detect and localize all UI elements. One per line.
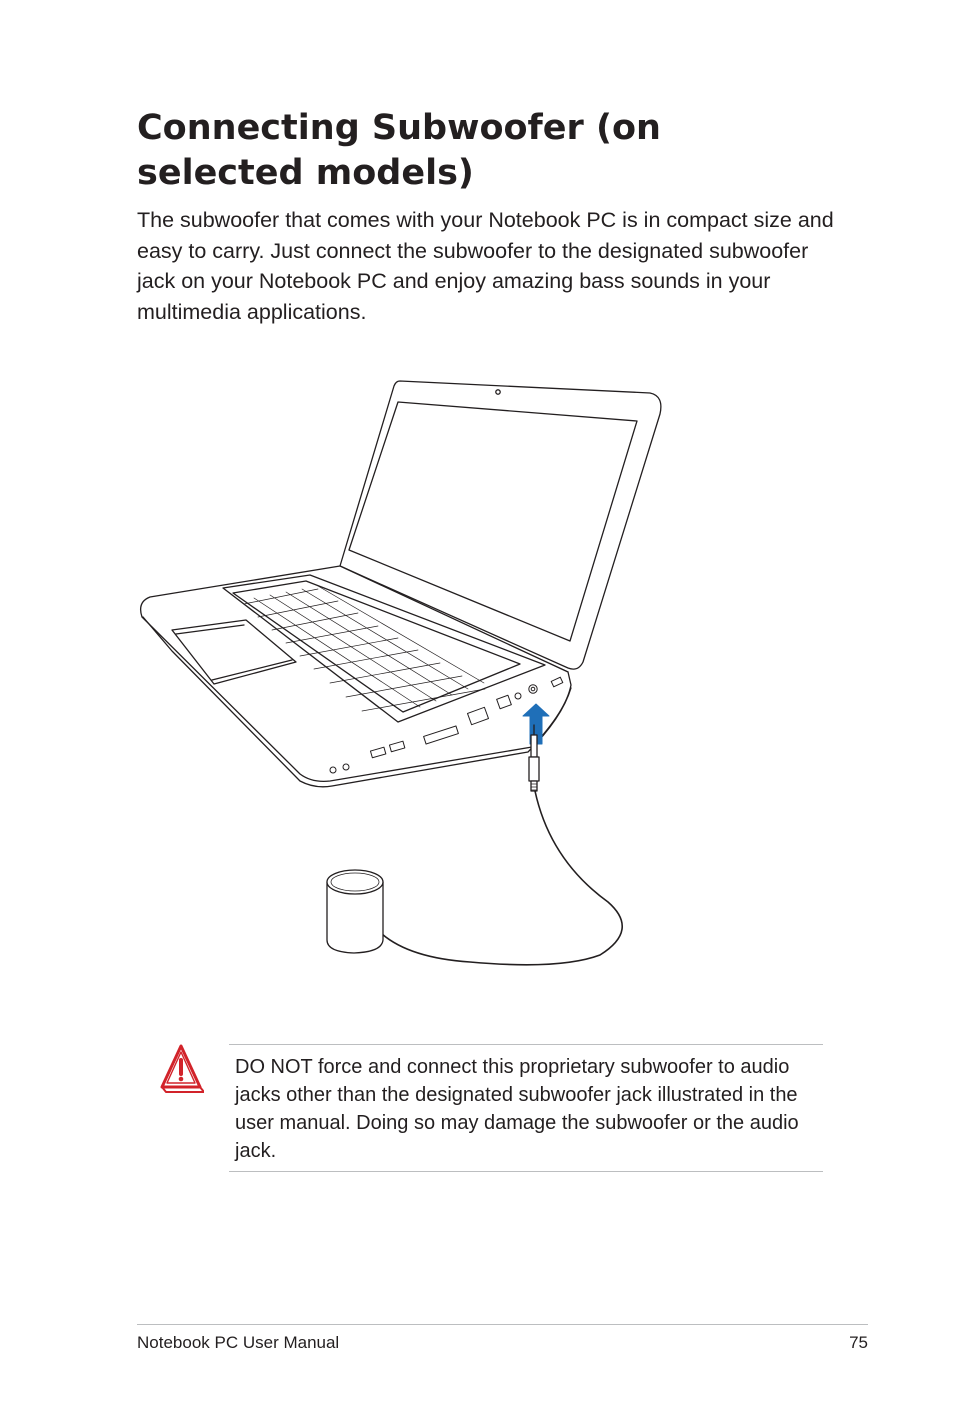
subwoofer-icon <box>327 870 383 953</box>
page-number: 75 <box>849 1333 868 1352</box>
intro-paragraph: The subwoofer that comes with your Notebook PC is in compact size and easy to carry. Just connect the subwoofer to the designated subwoofer jack on your Notebook PC and enjoy amazing bass sounds in your multimedia applications. <box>137 208 834 324</box>
laptop-icon <box>141 381 661 787</box>
audio-plug-icon <box>529 725 539 791</box>
page-title: Connecting Subwoofer (on selected models) <box>137 108 661 193</box>
subwoofer-cable <box>382 791 622 965</box>
warning-text: DO NOT force and connect this proprietary subwoofer to audio jacks other than the designated subwoofer jack illustrated in the user manual. Doing so may damage the subwoofer or the audio jack. <box>235 1056 799 1162</box>
warning-icon <box>158 1043 204 1095</box>
footer-divider <box>137 1324 868 1325</box>
warning-note <box>229 1044 823 1172</box>
footer-manual-title: Notebook PC User Manual <box>137 1333 340 1352</box>
subwoofer-connection-illustration <box>130 370 690 970</box>
